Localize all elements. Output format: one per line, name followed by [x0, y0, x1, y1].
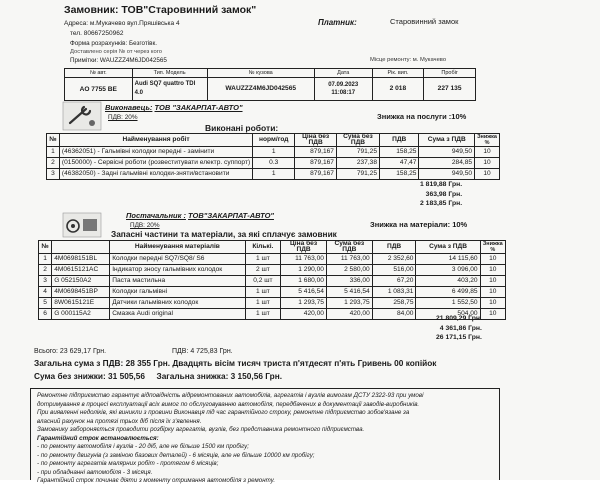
works-body	[47, 147, 500, 180]
works-cell: 284,85	[419, 158, 475, 169]
works-cell: 2	[47, 158, 60, 169]
materials-row	[39, 287, 506, 298]
materials-cell: 4M0615121AC	[52, 265, 110, 276]
executor-label: Виконавець:	[105, 103, 153, 112]
works-col-sum: Сума без ПДВ	[336, 134, 379, 147]
materials-cell: 3	[39, 276, 52, 287]
materials-cell: G 000115A2	[52, 309, 110, 320]
vehicle-vin: WAUZZZ4M6JD042565	[207, 78, 314, 101]
materials-cell: 4M0698151BL	[52, 254, 110, 265]
works-total-vat: 363,98 Грн.	[425, 190, 463, 198]
terms-line: власний рахунок на протязі трьох діб після їх з'явлення.	[37, 417, 202, 425]
customer-title	[64, 4, 256, 16]
materials-cell: 336,00	[326, 276, 372, 287]
vehicle-header-model: Тип. Модель	[132, 69, 207, 78]
works-cell: 47,47	[380, 158, 419, 169]
materials-table	[38, 240, 506, 320]
materials-total-gross: 26 171,15 Грн.	[436, 334, 482, 341]
works-row	[47, 169, 500, 180]
materials-cell: 1 шт	[245, 309, 281, 320]
materials-cell: 1 293,75	[326, 298, 372, 309]
materials-row	[39, 265, 506, 276]
works-cell: 1	[253, 169, 295, 180]
works-col-norm: норм/год	[253, 134, 295, 147]
materials-cell: 1 290,00	[281, 265, 327, 276]
payer-label: Платник:	[318, 18, 357, 27]
materials-cell: 4	[39, 287, 52, 298]
materials-cell: 2 580,00	[326, 265, 372, 276]
works-vat-label: ПДВ: 20%	[108, 114, 138, 121]
works-cell: 10	[475, 158, 500, 169]
materials-totals	[436, 314, 482, 343]
materials-cell: 403,20	[416, 276, 480, 287]
materials-cell: Колодки гальмівні	[110, 287, 245, 298]
payment-form: Форма розрахунків: Безготівк.	[70, 40, 158, 47]
materials-cell: 11 763,00	[281, 254, 327, 265]
materials-col-code	[52, 241, 110, 254]
customer-phone: тел. 80667250962	[70, 30, 124, 37]
materials-col-price: Ціна без ПДВ	[281, 241, 327, 254]
terms-line: Замовнику забороняється проводити розбірку агрегатів, вузлів, без представника ремонтного підприємства.	[37, 426, 365, 433]
materials-row	[39, 298, 506, 309]
terms-line: Ремонтне підприємство гарантує відповідність відремонтованих автомобілів, агрегатів і вузлів вимогам ДСТУ 2322-93 при умові	[37, 392, 424, 399]
works-cell: 0.3	[253, 158, 295, 169]
materials-cell: Колодки передні SQ7/SQ8/ S6	[110, 254, 245, 265]
materials-cell: 6 499,85	[416, 287, 480, 298]
works-cell: 791,25	[336, 169, 379, 180]
works-cell: 237,38	[336, 158, 379, 169]
materials-total-vat: 4 361,86 Грн.	[439, 324, 482, 332]
warranty-terms	[30, 388, 500, 484]
materials-cell: 5 416,54	[326, 287, 372, 298]
materials-cell: 4M0698451BP	[52, 287, 110, 298]
materials-cell: 1 шт	[245, 254, 281, 265]
vehicle-table	[64, 68, 476, 101]
works-cell: (46382050) - Задні гальмівні колодки-зняти/встановити	[59, 169, 252, 180]
works-cell: 10	[475, 169, 500, 180]
materials-cell: Паста мастильна	[110, 276, 245, 287]
materials-cell: 1 680,00	[281, 276, 327, 287]
delivered-by: Доставлено серія № от через кого	[70, 49, 162, 55]
works-cell: 1	[47, 147, 60, 158]
works-total-net: 1 819,88 Грн.	[420, 181, 463, 188]
materials-cell: 1 шт	[245, 298, 281, 309]
works-cell: 949,50	[419, 169, 475, 180]
materials-cell: 10	[480, 265, 505, 276]
materials-total-net: 21 809,29 Грн.	[436, 315, 482, 322]
materials-cell: 6	[39, 309, 52, 320]
materials-cell: 1 083,31	[372, 287, 416, 298]
vehicle-plate: АО 7755 ВЕ	[65, 78, 133, 101]
works-row	[47, 147, 500, 158]
customer-label: Замовник:	[64, 4, 119, 16]
works-section-title: Виконані роботи:	[205, 123, 279, 133]
vehicle-model: Audi SQ7 quattro TDI 4.0	[132, 78, 207, 101]
materials-cell: 3 096,00	[416, 265, 480, 276]
materials-cell: 10	[480, 309, 505, 320]
materials-cell: 258,75	[372, 298, 416, 309]
customer-address: Адреса: м.Мукачево вул.Пряшівська 4	[64, 20, 180, 27]
materials-col-sum: Сума без ПДВ	[326, 241, 372, 254]
works-cell: 879,167	[295, 158, 337, 169]
materials-cell: 10	[480, 298, 505, 309]
materials-cell: 5 416,54	[281, 287, 327, 298]
materials-cell: 420,00	[326, 309, 372, 320]
works-cell: 791,25	[336, 147, 379, 158]
terms-line: Гарантійний строк встановлюється:	[37, 434, 159, 442]
materials-discount-label: Знижка на матеріали: 10%	[370, 220, 468, 229]
terms-line: Гарантійний строк починає діяти з моменту отримання автомобіля з ремонту.	[37, 477, 276, 484]
wrench-logo-icon	[62, 101, 102, 131]
materials-cell: 1	[39, 254, 52, 265]
works-cell: (46362051) - Гальмівні колодки передні - замінити	[59, 147, 252, 158]
materials-cell: 8W0615121E	[52, 298, 110, 309]
customer-name: ТОВ"Старовинний замок"	[121, 4, 257, 16]
works-cell: 158,25	[380, 147, 419, 158]
materials-cell: Датчики гальмівних колодок	[110, 298, 245, 309]
works-col-discount: Знижка %	[475, 134, 500, 147]
works-totals	[420, 180, 462, 209]
works-col-no: №	[47, 134, 60, 147]
materials-cell: 420,00	[281, 309, 327, 320]
vehicle-header-plate: № авт.	[65, 69, 133, 78]
works-cell: 158,25	[380, 169, 419, 180]
works-cell: 879,167	[295, 169, 337, 180]
parts-logo-icon	[62, 212, 102, 238]
materials-cell: 10	[480, 287, 505, 298]
vehicle-header-mileage: Пробіг	[424, 69, 476, 78]
materials-cell: Смазка Audi original	[110, 309, 245, 320]
works-cell: 1	[253, 147, 295, 158]
executor-line	[105, 103, 243, 112]
supplier-line	[126, 211, 274, 220]
materials-vat-label: ПДВ: 20%	[130, 222, 160, 229]
vehicle-date: 07.09.2023 11:08:17	[314, 78, 372, 101]
vehicle-header-vin: № кузова	[207, 69, 314, 78]
materials-cell: 516,00	[372, 265, 416, 276]
materials-cell: 10	[480, 254, 505, 265]
vehicle-mileage: 227 135	[424, 78, 476, 101]
works-cell: 10	[475, 147, 500, 158]
supplier-label: Постачальник :	[126, 211, 186, 220]
works-row	[47, 158, 500, 169]
terms-line: - при обладнанні автомобіля - 3 місяця.	[37, 468, 153, 476]
materials-cell: 14 115,60	[416, 254, 480, 265]
terms-line: - по ремонту двигунів (з заміною базових деталей) - 6 місяців, але не більше 10000 км пробігу;	[37, 451, 315, 459]
repair-place: Місце ремонту: м. Мукачево	[370, 57, 447, 63]
materials-cell: 2	[39, 265, 52, 276]
works-cell: 3	[47, 169, 60, 180]
works-col-vat: ПДВ	[380, 134, 419, 147]
terms-line: - по ремонту автомобіля і вузлів - 20 діб, але не більше 1500 км пробігу;	[37, 443, 249, 450]
materials-section-title: Запасні частини та матеріали, за які сплачує замовник	[111, 229, 337, 239]
terms-line: При виявленні недоліків, які виникли з провини Виконавця під час гарантійного строку, ремонтне підприємство зобов'язане за	[37, 409, 410, 416]
executor-name: ТОВ "ЗАКАРПАТ-АВТО"	[154, 103, 243, 112]
summary-total-discount: Загальна знижка: 3 150,56 Грн.	[156, 371, 283, 381]
materials-body	[39, 254, 506, 320]
materials-row	[39, 276, 506, 287]
vehicle-header-date: Дата	[314, 69, 372, 78]
summary-vat: ПДВ: 4 725,83 Грн.	[172, 348, 233, 355]
summary-total-with-vat	[34, 358, 436, 368]
works-discount-label: Знижка на послуги :10%	[377, 112, 467, 121]
materials-cell: 5	[39, 298, 52, 309]
works-total-gross: 2 183,85 Грн.	[420, 200, 463, 207]
terms-list	[37, 392, 493, 486]
materials-cell: Індикатор зносу гальмівних колодок	[110, 265, 245, 276]
works-table	[46, 133, 500, 180]
materials-col-vat: ПДВ	[372, 241, 416, 254]
materials-col-discount: Знижка %	[480, 241, 505, 254]
payer-name: Старовинний замок	[390, 17, 459, 26]
materials-cell: 1 293,75	[281, 298, 327, 309]
works-cell: 879,167	[295, 147, 337, 158]
vin-note: Примітки: WAUZZZ4M6JD042565	[70, 57, 167, 64]
works-col-price: Ціна без ПДВ	[295, 134, 337, 147]
materials-col-name: Найменування матеріалів	[110, 241, 245, 254]
materials-cell: 10	[480, 276, 505, 287]
vehicle-header-year: Рік. вип.	[372, 69, 424, 78]
summary-no-discount: Сума без знижки: 31 505,56	[34, 371, 145, 381]
materials-cell: 67,20	[372, 276, 416, 287]
materials-cell: 84,00	[372, 309, 416, 320]
materials-cell: 2 шт	[245, 265, 281, 276]
works-cell: 949,50	[419, 147, 475, 158]
terms-line: - по ремонту агрегатів малярних робіт - протягом 6 місяців;	[37, 460, 219, 467]
materials-col-total: Сума з ПДВ	[416, 241, 480, 254]
materials-cell: 11 763,00	[326, 254, 372, 265]
works-col-name: Найменування робіт	[59, 134, 252, 147]
summary-total: Всього: 23 629,17 Грн.	[34, 348, 107, 355]
works-cell: (0150000) - Сервісні роботи (розвеститувати електр. суппорт)	[59, 158, 252, 169]
summary-total-with-vat-value: 28 355 Грн. Двадцять вісім тисяч триста п'ятдесят п'ять Гривень 00 копійок	[125, 358, 437, 368]
vehicle-year: 2 018	[372, 78, 424, 101]
materials-cell: 2 352,60	[372, 254, 416, 265]
summary-discounts	[34, 371, 282, 381]
works-col-total: Сума з ПДВ	[419, 134, 475, 147]
materials-cell: 1 шт	[245, 287, 281, 298]
materials-row	[39, 254, 506, 265]
summary-total-with-vat-label: Загальна сума з ПДВ:	[34, 358, 124, 368]
supplier-name: ТОВ"ЗАКАРПАТ-АВТО"	[188, 211, 274, 220]
materials-cell: 1 552,50	[416, 298, 480, 309]
terms-line: дотримування в процесі експлуатації всіх вимог по обслуговуванню автомобіля, передбачених в документації заводів-виробників.	[37, 400, 420, 408]
materials-cell: 0,2 шт	[245, 276, 281, 287]
materials-cell: G 052150A2	[52, 276, 110, 287]
materials-col-no: №	[39, 241, 52, 254]
materials-cell: 504,00	[416, 309, 480, 320]
materials-col-qty: Кількі.	[245, 241, 281, 254]
